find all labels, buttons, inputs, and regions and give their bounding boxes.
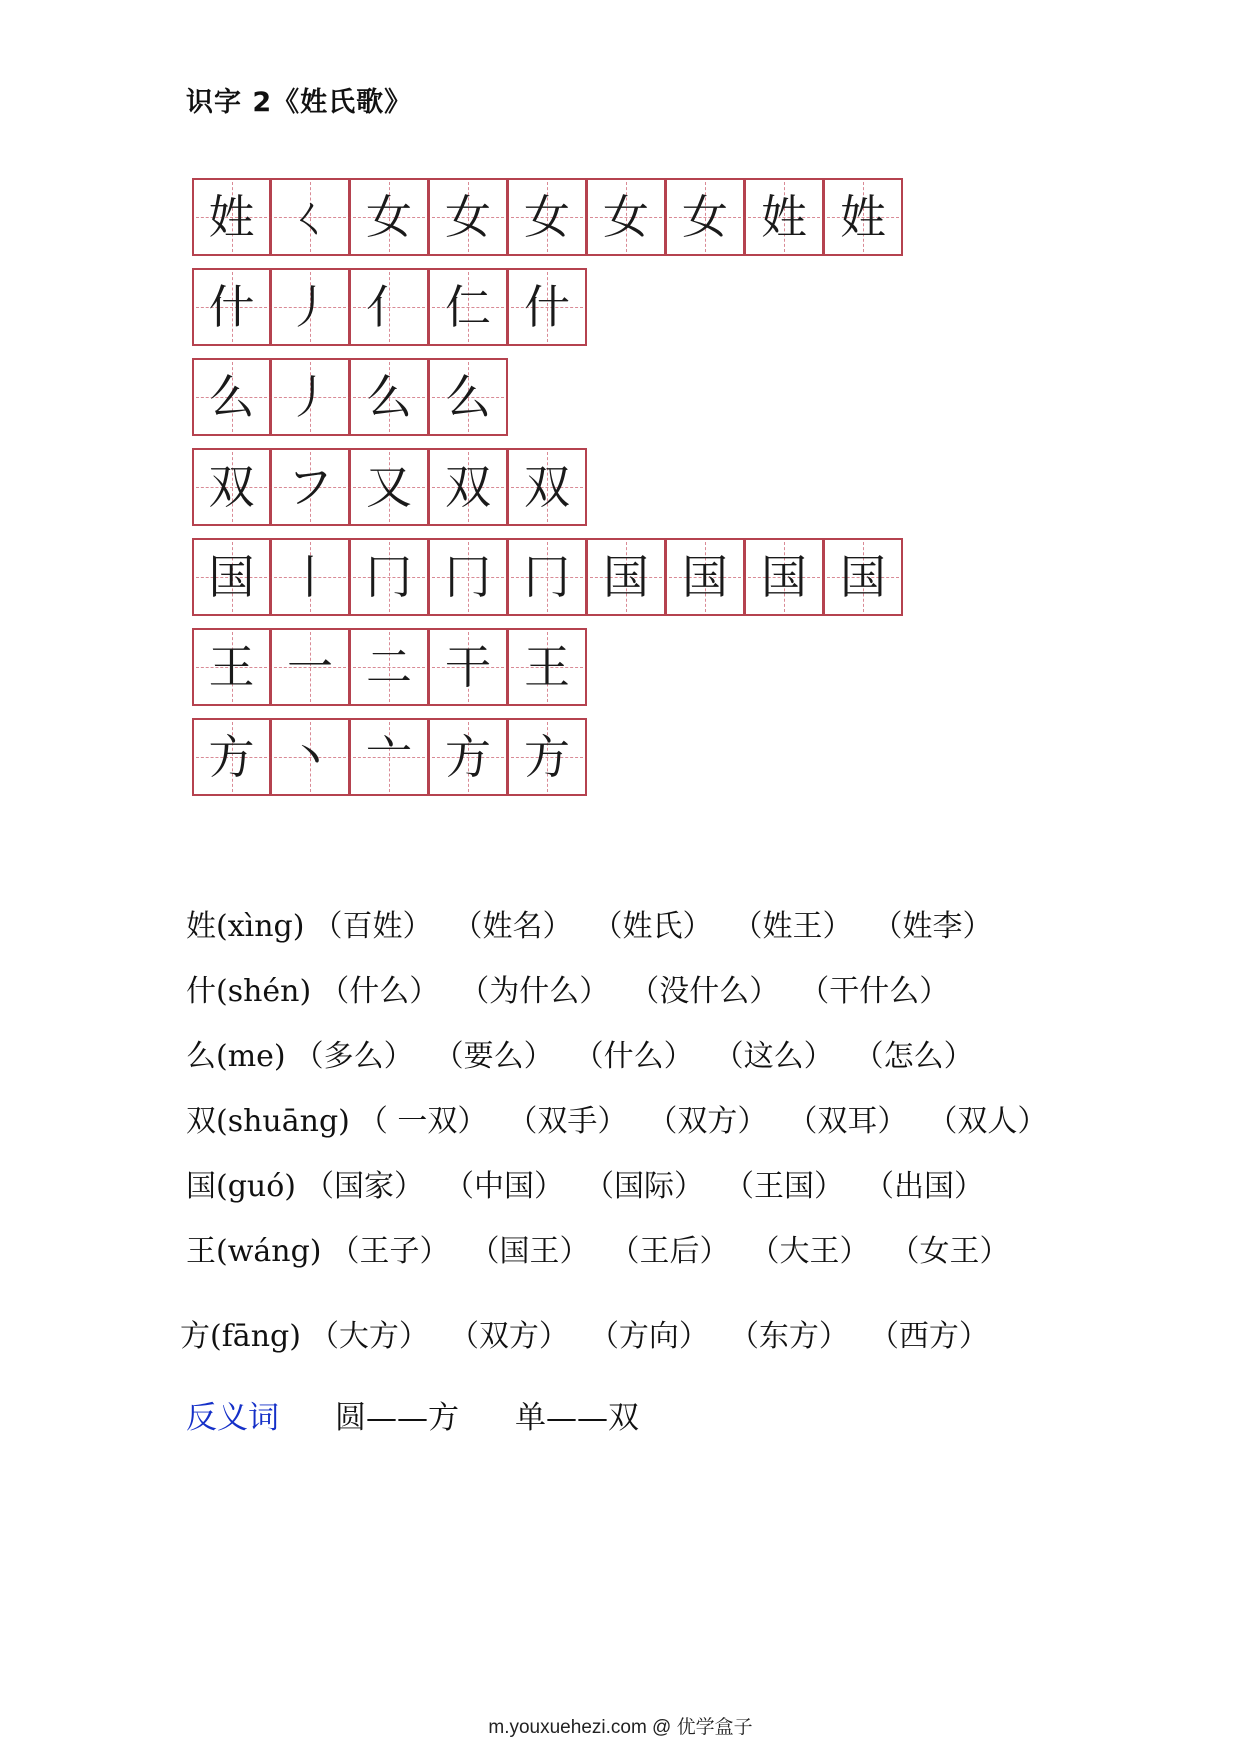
word-item: （国家） xyxy=(304,1168,424,1204)
stroke-glyph: 什 xyxy=(208,280,255,334)
word-item: （姓氏） xyxy=(592,908,713,944)
stroke-cell-character xyxy=(192,178,271,256)
word-item: （姓王） xyxy=(732,908,853,944)
stroke-glyph: フ xyxy=(287,460,333,514)
word-item: （方向） xyxy=(588,1318,709,1354)
stroke-glyph: 丿 xyxy=(287,370,333,424)
stroke-cell xyxy=(429,178,508,256)
stroke-glyph: 方 xyxy=(524,730,570,784)
word-item: （姓李） xyxy=(872,908,993,944)
stroke-cell xyxy=(271,178,350,256)
stroke-row xyxy=(192,448,903,528)
stroke-cell xyxy=(745,178,824,256)
word-item: （什么） xyxy=(319,973,440,1009)
stroke-glyph: 丨 xyxy=(287,550,333,604)
stroke-cell-character xyxy=(192,628,271,706)
stroke-cell xyxy=(429,718,508,796)
word-item: （双方） xyxy=(448,1318,569,1354)
stroke-cell xyxy=(350,628,429,706)
word-item: （姓名） xyxy=(452,908,573,944)
stroke-cell xyxy=(508,628,587,706)
stroke-cell xyxy=(350,358,429,436)
stroke-glyph: 么 xyxy=(445,370,491,424)
stroke-cell xyxy=(508,538,587,616)
stroke-row xyxy=(192,628,903,708)
footer-watermark: m.youxuehezi.com @ 优学盒子 xyxy=(488,1717,753,1738)
stroke-cell xyxy=(824,538,903,616)
stroke-cell xyxy=(271,628,350,706)
word-row-head: 国(guó) xyxy=(186,1168,296,1204)
stroke-cell xyxy=(745,538,824,616)
antonym-label: 反义词 xyxy=(186,1400,279,1436)
word-item: （王国） xyxy=(724,1168,844,1204)
stroke-glyph: 冂 xyxy=(524,550,570,604)
word-item: （双方） xyxy=(647,1103,768,1139)
stroke-row xyxy=(192,538,903,618)
word-row xyxy=(186,890,1067,955)
word-row-head: 么(me) xyxy=(186,1038,286,1074)
stroke-glyph: 丿 xyxy=(287,280,333,334)
word-row-head: 姓(xìng) xyxy=(186,908,305,944)
stroke-cell xyxy=(824,178,903,256)
stroke-glyph: 王 xyxy=(208,640,255,694)
page-title: 识字 2《姓氏歌》 xyxy=(186,87,413,118)
stroke-glyph: 女 xyxy=(682,190,728,244)
stroke-glyph: 女 xyxy=(366,190,412,244)
stroke-glyph: 干 xyxy=(445,640,491,694)
word-row xyxy=(186,955,1067,1020)
stroke-cell xyxy=(429,448,508,526)
stroke-cell xyxy=(350,448,429,526)
stroke-cell xyxy=(350,538,429,616)
stroke-glyph: 么 xyxy=(366,370,412,424)
word-item: （大王） xyxy=(749,1233,870,1269)
stroke-cell-character xyxy=(192,268,271,346)
stroke-glyph: 冂 xyxy=(366,550,412,604)
word-item: （双人） xyxy=(927,1103,1048,1139)
stroke-row xyxy=(192,358,903,438)
stroke-cell-character xyxy=(192,538,271,616)
stroke-order-grid xyxy=(192,178,903,808)
stroke-cell xyxy=(271,538,350,616)
stroke-glyph: 又 xyxy=(366,460,412,514)
stroke-glyph: 双 xyxy=(445,460,491,514)
word-item: （中国） xyxy=(444,1168,564,1204)
stroke-glyph: 亠 xyxy=(366,730,412,784)
stroke-row xyxy=(192,268,903,348)
word-row-head: 双(shuāng) xyxy=(186,1103,350,1139)
stroke-cell xyxy=(429,358,508,436)
stroke-cell xyxy=(271,448,350,526)
stroke-glyph: 什 xyxy=(524,280,570,334)
stroke-cell xyxy=(271,358,350,436)
word-item: （这么） xyxy=(713,1038,834,1074)
stroke-cell xyxy=(587,538,666,616)
word-item: （双耳） xyxy=(787,1103,908,1139)
stroke-glyph: 国 xyxy=(761,550,807,604)
stroke-row xyxy=(192,178,903,258)
stroke-cell xyxy=(350,268,429,346)
stroke-cell xyxy=(271,268,350,346)
stroke-cell xyxy=(271,718,350,796)
word-item: （女王） xyxy=(889,1233,1010,1269)
stroke-cell xyxy=(508,178,587,256)
word-row-head: 方(fāng) xyxy=(180,1318,301,1354)
stroke-cell xyxy=(508,268,587,346)
word-list xyxy=(180,890,1067,1365)
stroke-glyph: 仁 xyxy=(445,280,491,334)
stroke-glyph: 丶 xyxy=(287,730,333,784)
word-row-head: 王(wáng) xyxy=(186,1233,322,1269)
word-item: （东方） xyxy=(728,1318,849,1354)
stroke-glyph: 女 xyxy=(445,190,491,244)
stroke-cell xyxy=(666,538,745,616)
stroke-glyph: 双 xyxy=(208,460,255,514)
stroke-cell xyxy=(429,538,508,616)
word-row xyxy=(186,1215,1067,1280)
stroke-glyph: 双 xyxy=(524,460,570,514)
stroke-cell xyxy=(508,448,587,526)
stroke-cell xyxy=(508,718,587,796)
word-item: （干什么） xyxy=(799,973,950,1009)
word-item: （怎么） xyxy=(853,1038,974,1074)
word-item: （出国） xyxy=(864,1168,984,1204)
word-row xyxy=(186,1020,1067,1085)
word-item: （什么） xyxy=(573,1038,694,1074)
word-item: （国际） xyxy=(584,1168,704,1204)
antonym-pair: 圆——方 xyxy=(335,1400,459,1436)
word-item: （多么） xyxy=(293,1038,414,1074)
word-item: （没什么） xyxy=(629,973,780,1009)
word-item: （王后） xyxy=(609,1233,730,1269)
word-item: （双手） xyxy=(507,1103,628,1139)
stroke-cell xyxy=(587,178,666,256)
stroke-glyph: 方 xyxy=(208,730,255,784)
stroke-glyph: 国 xyxy=(208,550,255,604)
stroke-glyph: 姓 xyxy=(840,190,886,244)
word-row-head: 什(shén) xyxy=(186,973,312,1009)
stroke-glyph: 姓 xyxy=(208,190,255,244)
stroke-glyph: 王 xyxy=(524,640,570,694)
stroke-cell xyxy=(429,268,508,346)
stroke-glyph: 女 xyxy=(524,190,570,244)
antonym-section xyxy=(186,1392,695,1437)
stroke-cell-character xyxy=(192,448,271,526)
word-item: （百姓） xyxy=(312,908,433,944)
stroke-cell xyxy=(350,718,429,796)
stroke-row xyxy=(192,718,903,798)
word-item: （王子） xyxy=(329,1233,450,1269)
stroke-cell xyxy=(666,178,745,256)
antonym-pair: 单——双 xyxy=(515,1400,639,1436)
word-item: （西方） xyxy=(868,1318,989,1354)
stroke-glyph: 冂 xyxy=(445,550,491,604)
word-row xyxy=(186,1085,1067,1150)
word-item: （国王） xyxy=(469,1233,590,1269)
stroke-glyph: 姓 xyxy=(761,190,807,244)
word-row xyxy=(180,1300,1067,1365)
stroke-glyph: 么 xyxy=(208,370,255,424)
word-item: （大方） xyxy=(308,1318,429,1354)
stroke-glyph: ㄑ xyxy=(287,190,333,244)
stroke-glyph: 亻 xyxy=(366,280,412,334)
stroke-glyph: 国 xyxy=(603,550,649,604)
word-row xyxy=(186,1150,1067,1215)
stroke-glyph: 女 xyxy=(603,190,649,244)
stroke-cell xyxy=(350,178,429,256)
stroke-cell-character xyxy=(192,718,271,796)
word-item: （要么） xyxy=(433,1038,554,1074)
stroke-cell-character xyxy=(192,358,271,436)
stroke-glyph: 二 xyxy=(366,640,412,694)
stroke-glyph: 方 xyxy=(445,730,491,784)
stroke-glyph: 国 xyxy=(840,550,886,604)
stroke-cell xyxy=(429,628,508,706)
word-item: （为什么） xyxy=(459,973,610,1009)
stroke-glyph: 一 xyxy=(287,640,333,694)
stroke-glyph: 国 xyxy=(682,550,728,604)
word-item: （ 一双） xyxy=(357,1103,488,1139)
